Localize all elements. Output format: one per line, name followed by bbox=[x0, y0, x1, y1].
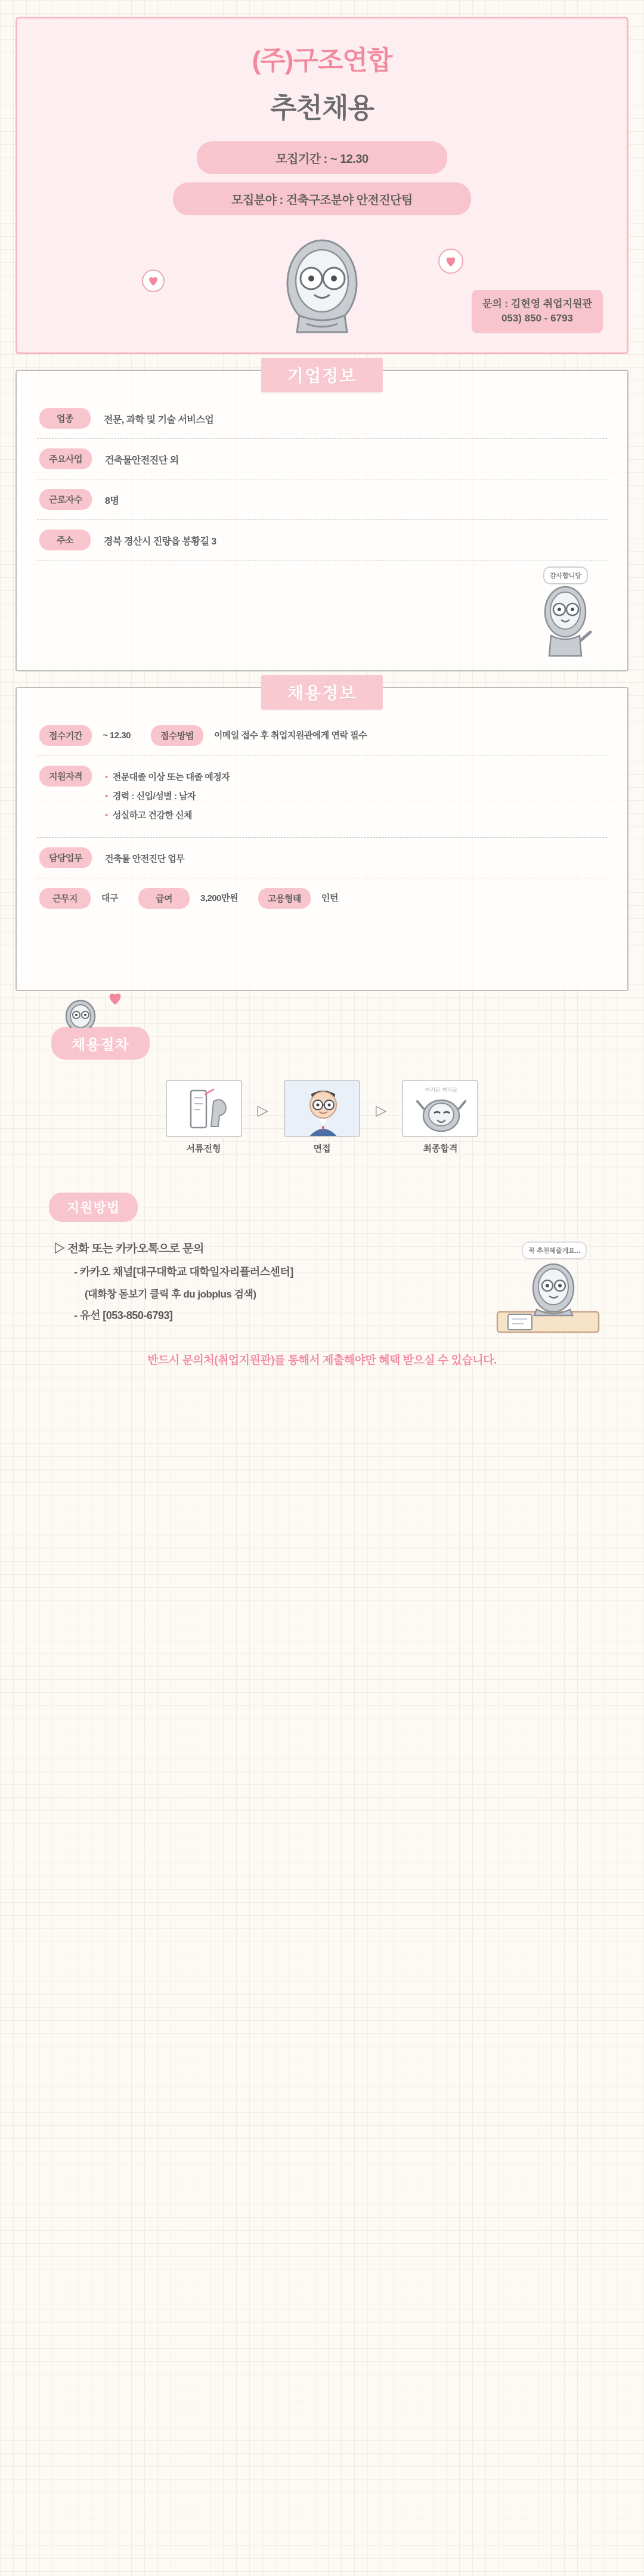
celebration-icon bbox=[402, 1080, 478, 1137]
svg-text:여러분 여러분: 여러분 여러분 bbox=[425, 1087, 458, 1093]
row-tag: 급여 bbox=[138, 888, 190, 909]
row-tag: 접수방법 bbox=[151, 725, 203, 746]
row-value: 대구 bbox=[101, 893, 118, 903]
process-banner: 채용절차 bbox=[51, 1027, 150, 1060]
process-arrow-icon: ▷ bbox=[257, 1103, 268, 1119]
row-tag: 업종 bbox=[39, 408, 91, 429]
row-tag: 근무지 bbox=[39, 888, 91, 909]
table-row-period bbox=[37, 716, 607, 756]
row-tag: 지원자격 bbox=[39, 766, 92, 787]
document-icon bbox=[166, 1080, 242, 1137]
heart-icon bbox=[105, 989, 125, 1007]
table-row-condition bbox=[37, 878, 607, 918]
apply-line: ▷ 전화 또는 카카오톡으로 문의 bbox=[54, 1237, 628, 1261]
row-value: 건축물안전진단 외 bbox=[104, 456, 179, 466]
process-step-2 bbox=[284, 1080, 360, 1154]
process-step-1 bbox=[166, 1080, 242, 1154]
row-tag: 고용형태 bbox=[258, 888, 311, 909]
process-section bbox=[16, 1027, 628, 1154]
hero-illustration bbox=[35, 230, 609, 337]
footer-note: 반드시 문의처(취업지원관)를 통해서 제출해야만 혜택 받으실 수 있습니다. bbox=[147, 1354, 497, 1367]
desk-character-icon bbox=[491, 1257, 605, 1335]
process-step-label: 최종합격 bbox=[423, 1144, 458, 1154]
apply-banner: 지원방법 bbox=[49, 1193, 138, 1222]
row-value: ~ 12.30 bbox=[102, 730, 131, 741]
row-value: 전문, 과학 및 기술 서비스업 bbox=[104, 415, 214, 425]
process-steps bbox=[16, 1080, 628, 1154]
contact-box bbox=[472, 290, 603, 333]
page-title: 추천채용 bbox=[270, 92, 374, 123]
row-value: 이메일 접수 후 취업지원관에게 연락 필수 bbox=[213, 730, 367, 741]
table-row bbox=[37, 398, 607, 439]
heart-icon bbox=[140, 268, 166, 294]
peeking-character-icon bbox=[60, 992, 101, 1028]
company-name: (주)구조연합 bbox=[252, 46, 392, 75]
recruit-field-pill: 모집분야 : 건축구조분야 안전진단팀 bbox=[173, 182, 471, 215]
pointing-character-icon bbox=[530, 581, 601, 658]
row-value: 3,200만원 bbox=[200, 893, 239, 903]
row-tag: 접수기간 bbox=[39, 725, 92, 746]
character-speech-bubble: 꼭 추천해줄게요... bbox=[522, 1241, 587, 1259]
process-step-label: 서류전형 bbox=[186, 1144, 221, 1154]
hero-section bbox=[16, 17, 628, 354]
speech-bubble-icon bbox=[436, 246, 466, 276]
list-item: • 경력 : 신입/성별 : 남자 bbox=[105, 789, 230, 804]
apply-line: - 유선 [053-850-6793] bbox=[74, 1309, 173, 1322]
table-row-qualification bbox=[37, 756, 607, 838]
process-step-3 bbox=[402, 1080, 478, 1154]
apply-illustration bbox=[485, 1244, 605, 1333]
row-value: 8명 bbox=[104, 496, 119, 506]
row-value: 경북 경산시 진량읍 봉황길 3 bbox=[104, 537, 216, 547]
recruit-period-pill: 모집기간 : ~ 12.30 bbox=[197, 141, 447, 174]
row-tag: 주요사업 bbox=[39, 448, 92, 469]
recruit-info-banner: 채용정보 bbox=[261, 675, 383, 710]
table-row bbox=[37, 479, 607, 520]
table-row bbox=[37, 520, 607, 561]
list-item: • 성실하고 건강한 신체 bbox=[105, 809, 230, 823]
row-tag: 근로자수 bbox=[39, 489, 92, 510]
table-row-duty bbox=[37, 838, 607, 878]
row-tag: 주소 bbox=[39, 530, 91, 550]
contact-phone: 053) 850 - 6793 bbox=[501, 312, 573, 324]
apply-line: - 카카오 채널[대구대학교 대학일자리플러스센터] bbox=[74, 1265, 293, 1278]
contact-person: 문의 : 김현영 취업지원관 bbox=[482, 298, 592, 309]
hooded-character-icon bbox=[244, 226, 400, 333]
process-arrow-icon: ▷ bbox=[376, 1103, 387, 1119]
card-empty-space bbox=[37, 561, 607, 650]
interviewer-icon bbox=[284, 1080, 360, 1137]
apply-line: (대화창 돋보기 클릭 후 du jobplus 검색) bbox=[85, 1288, 256, 1300]
company-info-banner: 기업정보 bbox=[261, 358, 383, 392]
row-value: 건축물 안전진단 업무 bbox=[104, 854, 185, 864]
recruit-info-card bbox=[16, 684, 628, 991]
row-value: 인턴 bbox=[321, 893, 338, 903]
list-item: • 전문대졸 이상 또는 대졸 예정자 bbox=[105, 770, 230, 785]
row-tag: 담당업무 bbox=[39, 847, 92, 868]
process-step-label: 면접 bbox=[313, 1144, 331, 1154]
company-info-card bbox=[16, 367, 628, 671]
apply-section bbox=[16, 1193, 628, 1327]
character-speech-bubble: 감사합니당 bbox=[543, 566, 588, 584]
table-row bbox=[37, 439, 607, 479]
row-value bbox=[92, 766, 230, 828]
